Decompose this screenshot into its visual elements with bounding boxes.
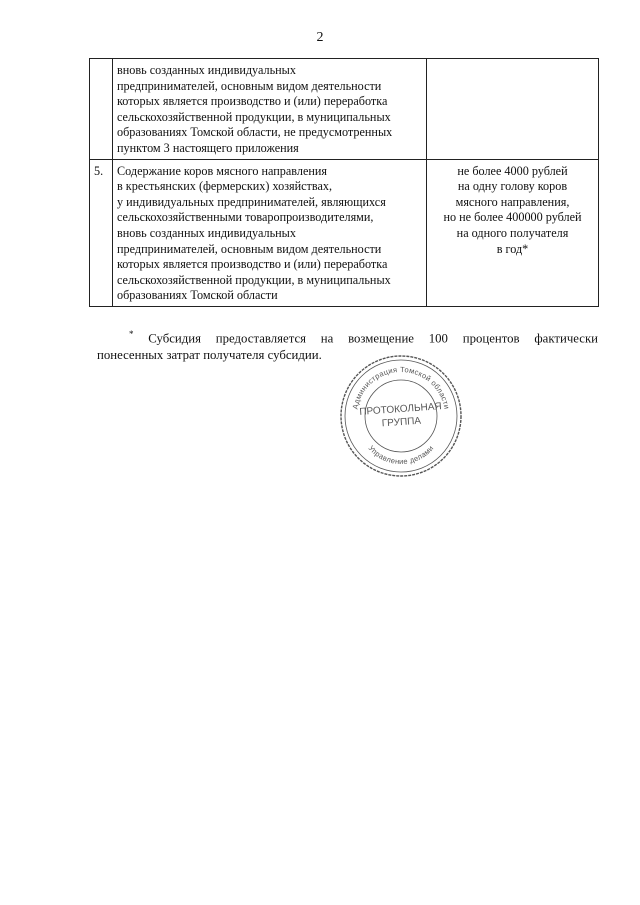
footnote-marker: * — [129, 329, 134, 339]
description-line: предпринимателей, основным видом деятельности — [117, 78, 382, 93]
description-line: сельскохозяйственной продукции, в муниципальных — [117, 109, 391, 124]
row-description-cell — [113, 59, 427, 160]
description-line: вновь созданных индивидуальных — [117, 225, 296, 240]
subsidy-table — [89, 58, 599, 307]
svg-text:Управление делами — [367, 444, 436, 466]
description-line: образованиях Томской области, не предусмотренных — [117, 125, 393, 140]
description-line: в крестьянских (фермерских) хозяйствах, — [117, 179, 333, 194]
description-line: Содержание коров мясного направления — [117, 163, 328, 178]
row-number-cell — [90, 59, 113, 160]
description-line: вновь созданных индивидуальных — [117, 63, 296, 77]
table-row — [90, 159, 599, 306]
amount-line: не более 4000 рублей — [457, 163, 568, 178]
amount-line: на одну голову коров — [457, 179, 568, 194]
description-line: предпринимателей, основным видом деятельности — [117, 241, 382, 256]
description-line: у индивидуальных предпринимателей, являющихся — [117, 194, 386, 209]
description-line: образованиях Томской области — [117, 288, 278, 303]
amount-line: на одного получателя — [456, 225, 569, 240]
row-amount-cell — [427, 59, 599, 160]
stamp-center-line-1: ПРОТОКОЛЬНАЯ — [359, 401, 443, 418]
stamp-text-bottom: Управление делами — [366, 443, 436, 467]
table-row — [90, 59, 599, 160]
description-line: сельскохозяйственными товаропроизводителями, — [117, 210, 374, 225]
page-number: 2 — [316, 30, 324, 45]
row-number-cell: 5. — [90, 159, 113, 306]
stamp-text-top: Администрация Томской области — [350, 364, 452, 411]
row-description-cell — [113, 159, 427, 306]
description-line: сельскохозяйственной продукции, в муниципальных — [117, 272, 391, 287]
stamp-center-line-2: ГРУППА — [381, 415, 422, 430]
amount-line: в год* — [496, 241, 529, 256]
amount-line: мясного направления, — [455, 194, 570, 209]
description-line: пунктом 3 настоящего приложения — [117, 140, 299, 155]
row-amount-cell — [427, 159, 599, 306]
protocol-group-stamp — [337, 352, 465, 480]
footnote-line-2: понесенных затрат получателя субсидии. — [97, 348, 322, 363]
description-line: которых является производство и (или) переработка — [117, 257, 388, 272]
description-line: которых является производство и (или) переработка — [117, 94, 388, 109]
footnote-line-1: Субсидия предоставляется на возмещение 100 процентов фактически — [148, 331, 599, 346]
amount-line: но не более 400000 рублей — [443, 210, 582, 225]
